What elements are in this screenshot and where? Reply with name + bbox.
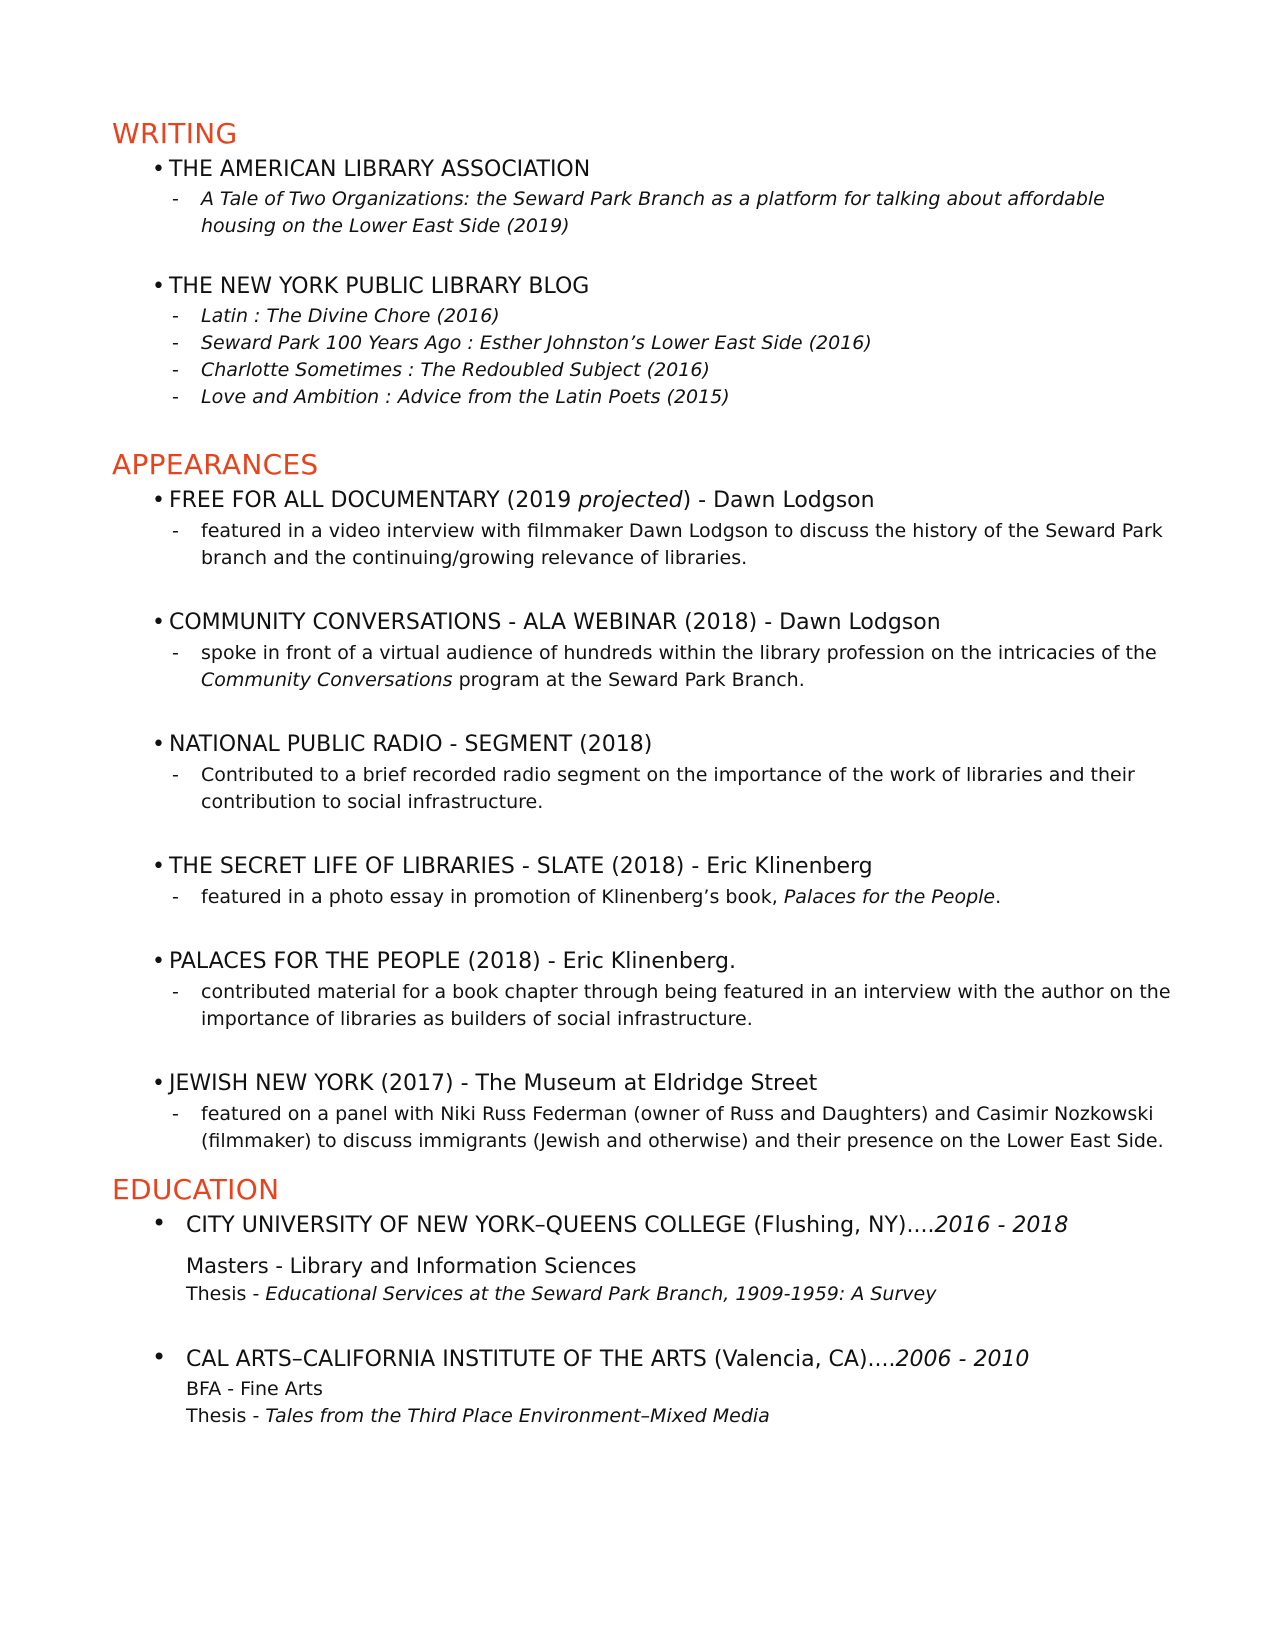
book-title: Palaces for the People xyxy=(783,886,996,908)
bullet: • xyxy=(152,854,165,879)
entry-title-npr xyxy=(152,732,652,758)
entry-item-line: Contributed to a brief recorded radio segment on the importance of the work of libraries and their xyxy=(201,764,1135,786)
dash: - xyxy=(172,188,179,210)
entry-item-text: featured in a photo essay in promotion of Klinenberg’s book, xyxy=(201,886,784,908)
program-name: Community Conversations xyxy=(201,669,453,691)
entry-title-text: NATIONAL PUBLIC RADIO - SEGMENT (2018) xyxy=(168,732,653,757)
bullet: • xyxy=(152,488,165,513)
entry-item-line: featured on a panel with Niki Russ Federman (owner of Russ and Daughters) and Casimir Nozkowski xyxy=(201,1103,1154,1125)
entry-title-text: THE NEW YORK PUBLIC LIBRARY BLOG xyxy=(168,274,590,299)
entry-title-ala xyxy=(152,157,590,183)
thesis-line xyxy=(186,1403,770,1429)
section-heading-writing: WRITING xyxy=(112,117,238,150)
entry-title-text: THE SECRET LIFE OF LIBRARIES - SLATE (2018) - Eric Klinenberg xyxy=(168,854,873,879)
school-dates: 2006 - 2010 xyxy=(895,1347,1030,1372)
dash: - xyxy=(172,520,179,542)
degree: Masters - Library and Information Sciences xyxy=(186,1254,637,1278)
section-heading-education: EDUCATION xyxy=(112,1173,280,1206)
entry-item-line: spoke in front of a virtual audience of hundreds within the library profession on the intricacies of the xyxy=(201,642,1157,664)
entry-item-line: featured in a video interview with filmmaker Dawn Lodgson to discuss the history of the Seward Park xyxy=(201,520,1163,542)
dash: - xyxy=(172,642,179,664)
entry-title-jewish-new-york xyxy=(152,1071,817,1097)
entry-title-italic: projected xyxy=(578,488,683,513)
school-dates: 2016 - 2018 xyxy=(934,1213,1069,1238)
bullet: • xyxy=(152,1209,167,1237)
education-title-cuny xyxy=(186,1213,1068,1239)
entry-item-line: (filmmaker) to discuss immigrants (Jewish and otherwise) and their presence on the Lower East Side. xyxy=(201,1130,1164,1152)
school-name: CITY UNIVERSITY OF NEW YORK–QUEENS COLLEGE (Flushing, NY).... xyxy=(186,1213,935,1238)
entry-item-line xyxy=(201,667,805,693)
thesis-label: Thesis - xyxy=(186,1283,266,1305)
thesis-title: Educational Services at the Seward Park Branch, 1909-1959: A Survey xyxy=(265,1283,937,1305)
dash: - xyxy=(172,305,179,327)
entry-item-text: program at the Seward Park Branch. xyxy=(452,669,805,691)
entry-item-line xyxy=(201,884,1001,910)
blog-item: Seward Park 100 Years Ago : Esther Johnston’s Lower East Side (2016) xyxy=(201,332,872,354)
blog-item: Love and Ambition : Advice from the Latin Poets (2015) xyxy=(201,386,730,408)
dash: - xyxy=(172,886,179,908)
thesis-title: Tales from the Third Place Environment–Mixed Media xyxy=(265,1405,770,1427)
entry-title-text: ) - Dawn Lodgson xyxy=(682,488,875,513)
bullet: • xyxy=(152,610,165,635)
entry-title-slate xyxy=(152,854,873,880)
dash: - xyxy=(172,1103,179,1125)
bullet: • xyxy=(152,1071,165,1096)
entry-title-text: PALACES FOR THE PEOPLE (2018) - Eric Klinenberg. xyxy=(168,949,736,974)
dash: - xyxy=(172,764,179,786)
entry-item-line: importance of libraries as builders of social infrastructure. xyxy=(201,1008,753,1030)
blog-item: Charlotte Sometimes : The Redoubled Subject (2016) xyxy=(201,359,710,381)
entry-title-palaces xyxy=(152,949,736,975)
bullet: • xyxy=(152,732,165,757)
entry-item-line: branch and the continuing/growing relevance of libraries. xyxy=(201,547,748,569)
entry-title-text: THE AMERICAN LIBRARY ASSOCIATION xyxy=(168,157,591,182)
entry-item-line: contribution to social infrastructure. xyxy=(201,791,544,813)
dash: - xyxy=(172,981,179,1003)
entry-item-text: . xyxy=(995,886,1002,908)
bullet: • xyxy=(152,274,165,299)
bullet: • xyxy=(152,1343,167,1371)
entry-title-text: JEWISH NEW YORK (2017) - The Museum at Eldridge Street xyxy=(168,1071,818,1096)
section-heading-appearances: APPEARANCES xyxy=(112,448,319,481)
dash: - xyxy=(172,332,179,354)
entry-title-free-for-all xyxy=(152,488,875,514)
blog-item: Latin : The Divine Chore (2016) xyxy=(201,305,500,327)
entry-item-line: A Tale of Two Organizations: the Seward Park Branch as a platform for talking about affordable xyxy=(201,188,1105,210)
education-title-calarts xyxy=(186,1347,1029,1373)
dash: - xyxy=(172,386,179,408)
thesis-label: Thesis - xyxy=(186,1405,266,1427)
bullet: • xyxy=(152,949,165,974)
entry-title-text: COMMUNITY CONVERSATIONS - ALA WEBINAR (2018) - Dawn Lodgson xyxy=(168,610,941,635)
thesis-line xyxy=(186,1281,936,1307)
bullet: • xyxy=(152,157,165,182)
entry-item-line: contributed material for a book chapter through being featured in an interview with the author on the xyxy=(201,981,1171,1003)
school-name: CAL ARTS–CALIFORNIA INSTITUTE OF THE ARTS (Valencia, CA).... xyxy=(186,1347,896,1372)
degree: BFA - Fine Arts xyxy=(186,1378,323,1400)
entry-title-text: FREE FOR ALL DOCUMENTARY (2019 xyxy=(168,488,579,513)
dash: - xyxy=(172,359,179,381)
entry-item-line: housing on the Lower East Side (2019) xyxy=(201,215,570,237)
entry-title-nypl xyxy=(152,274,589,300)
entry-title-community-conversations xyxy=(152,610,941,636)
